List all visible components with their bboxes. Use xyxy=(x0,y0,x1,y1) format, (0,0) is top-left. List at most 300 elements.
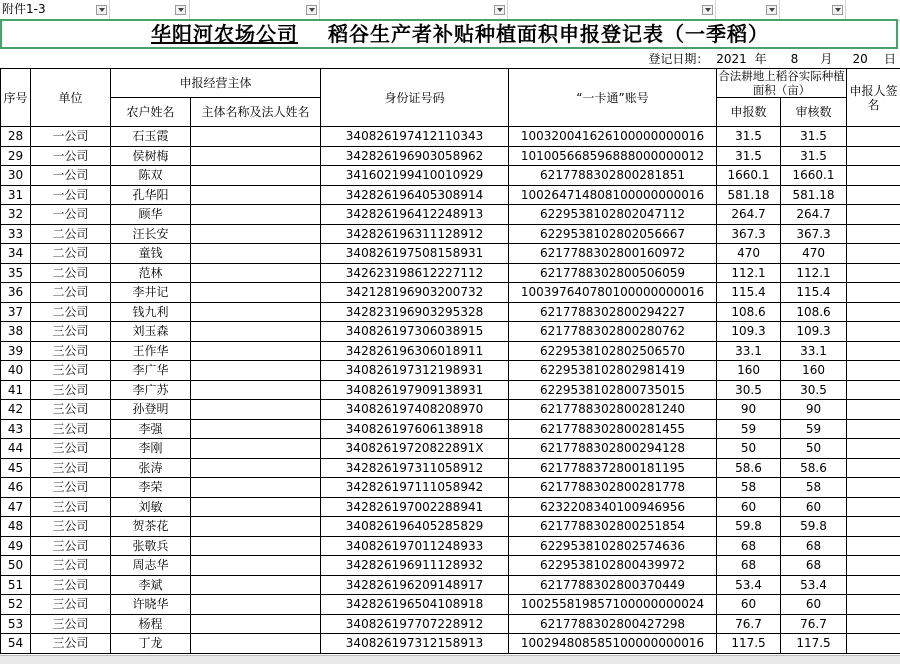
table-row xyxy=(1,283,900,303)
cell-id-number[interactable]: 342826197111058942 xyxy=(321,478,509,498)
cell-unit[interactable]: 三公司 xyxy=(31,536,111,556)
cell-entity[interactable] xyxy=(191,283,321,303)
cell-declared[interactable]: 76.7 xyxy=(717,614,781,634)
cell-card-account[interactable]: 6229538102802506570 xyxy=(509,341,717,361)
cell-card-account[interactable]: 6229538102802047112 xyxy=(509,205,717,225)
cell-seq[interactable]: 33 xyxy=(1,224,31,244)
cell-farmer-name[interactable]: 孙登明 xyxy=(111,400,191,420)
header-seq: 序号 xyxy=(1,69,31,127)
cell-farmer-name[interactable]: 侯树梅 xyxy=(111,146,191,166)
cell-verified[interactable]: 60 xyxy=(781,595,847,615)
cell-id-number[interactable]: 340826197412110343 xyxy=(321,127,509,147)
table-row xyxy=(1,341,900,361)
date-label: 登记日期： xyxy=(648,52,708,66)
cell-card-account[interactable]: 6217788302800370449 xyxy=(509,575,717,595)
cell-declared[interactable]: 470 xyxy=(717,244,781,264)
cell-signature[interactable] xyxy=(847,478,900,498)
filter-dropdown-icon[interactable] xyxy=(702,5,713,15)
cell-verified[interactable]: 31.5 xyxy=(781,127,847,147)
cell-unit[interactable]: 三公司 xyxy=(31,341,111,361)
cell-farmer-name[interactable]: 李荣 xyxy=(111,478,191,498)
cell-id-number[interactable]: 342826196311128912 xyxy=(321,224,509,244)
cell-id-number[interactable]: 340826196405285829 xyxy=(321,517,509,537)
table-row xyxy=(1,361,900,381)
cell-entity[interactable] xyxy=(191,595,321,615)
cell-signature[interactable] xyxy=(847,614,900,634)
table-row xyxy=(1,400,900,420)
cell-signature[interactable] xyxy=(847,341,900,361)
cell-unit[interactable]: 三公司 xyxy=(31,634,111,654)
table-row xyxy=(1,419,900,439)
cell-unit[interactable]: 一公司 xyxy=(31,205,111,225)
table-row xyxy=(1,536,900,556)
cell-id-number[interactable]: 342623198612227112 xyxy=(321,263,509,283)
cell-farmer-name[interactable]: 陈双 xyxy=(111,166,191,186)
cell-id-number[interactable]: 34082619720822891X xyxy=(321,439,509,459)
cell-id-number[interactable]: 340826197312198931 xyxy=(321,361,509,381)
cell-card-account[interactable]: 6229538102802574636 xyxy=(509,536,717,556)
cell-verified[interactable]: 60 xyxy=(781,497,847,517)
cell-card-account[interactable]: 6217788302800506059 xyxy=(509,263,717,283)
cell-entity[interactable] xyxy=(191,127,321,147)
cell-verified[interactable]: 50 xyxy=(781,439,847,459)
cell-farmer-name[interactable]: 周志华 xyxy=(111,556,191,576)
cell-card-account[interactable]: 100255819857100000000024 xyxy=(509,595,717,615)
date-day: 20 xyxy=(850,51,870,67)
table-row xyxy=(1,575,900,595)
cell-unit[interactable]: 二公司 xyxy=(31,283,111,303)
cell-entity[interactable] xyxy=(191,614,321,634)
cell-seq[interactable]: 50 xyxy=(1,556,31,576)
cell-unit[interactable]: 三公司 xyxy=(31,322,111,342)
cell-signature[interactable] xyxy=(847,556,900,576)
table-row xyxy=(1,166,900,186)
header-farmer-name: 农户姓名 xyxy=(111,98,191,127)
cell-farmer-name[interactable]: 刘敏 xyxy=(111,497,191,517)
cell-signature[interactable] xyxy=(847,380,900,400)
cell-signature[interactable] xyxy=(847,302,900,322)
cell-signature[interactable] xyxy=(847,283,900,303)
cell-seq[interactable]: 45 xyxy=(1,458,31,478)
cell-entity[interactable] xyxy=(191,361,321,381)
cell-verified[interactable]: 58 xyxy=(781,478,847,498)
cell-id-number[interactable]: 340826197408208970 xyxy=(321,400,509,420)
cell-verified[interactable]: 30.5 xyxy=(781,380,847,400)
cell-seq[interactable]: 35 xyxy=(1,263,31,283)
cell-entity[interactable] xyxy=(191,205,321,225)
cell-signature[interactable] xyxy=(847,263,900,283)
cell-declared[interactable]: 68 xyxy=(717,536,781,556)
table-row xyxy=(1,127,900,147)
cell-verified[interactable]: 53.4 xyxy=(781,575,847,595)
cell-card-account[interactable]: 100294808585100000000016 xyxy=(509,634,717,654)
cell-entity[interactable] xyxy=(191,380,321,400)
cell-entity[interactable] xyxy=(191,166,321,186)
cell-unit[interactable]: 二公司 xyxy=(31,263,111,283)
header-subject: 申报经营主体 xyxy=(111,69,321,98)
cell-verified[interactable]: 1660.1 xyxy=(781,166,847,186)
cell-signature[interactable] xyxy=(847,458,900,478)
cell-farmer-name[interactable]: 贺茶花 xyxy=(111,517,191,537)
cell-seq[interactable]: 29 xyxy=(1,146,31,166)
cell-declared[interactable]: 30.5 xyxy=(717,380,781,400)
cell-seq[interactable]: 30 xyxy=(1,166,31,186)
cell-entity[interactable] xyxy=(191,458,321,478)
cell-verified[interactable]: 112.1 xyxy=(781,263,847,283)
cell-farmer-name[interactable]: 许晓华 xyxy=(111,595,191,615)
cell-farmer-name[interactable]: 李井记 xyxy=(111,283,191,303)
cell-entity[interactable] xyxy=(191,341,321,361)
cell-declared[interactable]: 53.4 xyxy=(717,575,781,595)
table-row xyxy=(1,634,900,654)
header-entity-name: 主体名称及法人姓名 xyxy=(191,98,321,127)
cell-signature[interactable] xyxy=(847,419,900,439)
cell-unit[interactable]: 一公司 xyxy=(31,146,111,166)
cell-entity[interactable] xyxy=(191,224,321,244)
cell-seq[interactable]: 46 xyxy=(1,478,31,498)
cell-card-account[interactable]: 6217788302800294227 xyxy=(509,302,717,322)
cell-id-number[interactable]: 342826196405308914 xyxy=(321,185,509,205)
cell-card-account[interactable]: 6229538102802981419 xyxy=(509,361,717,381)
cell-signature[interactable] xyxy=(847,244,900,264)
cell-unit[interactable]: 三公司 xyxy=(31,556,111,576)
cell-declared[interactable]: 68 xyxy=(717,556,781,576)
date-month-unit: 月 xyxy=(820,52,832,66)
table-row xyxy=(1,478,900,498)
cell-farmer-name[interactable]: 丁龙 xyxy=(111,634,191,654)
cell-id-number[interactable]: 340826197707228912 xyxy=(321,614,509,634)
cell-entity[interactable] xyxy=(191,400,321,420)
cell-seq[interactable]: 48 xyxy=(1,517,31,537)
cell-card-account[interactable]: 6217788302800160972 xyxy=(509,244,717,264)
cell-unit[interactable]: 二公司 xyxy=(31,224,111,244)
cell-declared[interactable]: 581.18 xyxy=(717,185,781,205)
cell-entity[interactable] xyxy=(191,263,321,283)
cell-seq[interactable]: 47 xyxy=(1,497,31,517)
cell-id-number[interactable]: 342826196504108918 xyxy=(321,595,509,615)
cell-verified[interactable]: 31.5 xyxy=(781,146,847,166)
filter-cell-d xyxy=(320,0,508,19)
cell-declared[interactable]: 90 xyxy=(717,400,781,420)
cell-declared[interactable]: 58 xyxy=(717,478,781,498)
cell-id-number[interactable]: 342128196903200732 xyxy=(321,283,509,303)
filter-dropdown-icon[interactable] xyxy=(306,5,317,15)
cell-seq[interactable]: 37 xyxy=(1,302,31,322)
cell-entity[interactable] xyxy=(191,575,321,595)
cell-entity[interactable] xyxy=(191,322,321,342)
cell-seq[interactable]: 38 xyxy=(1,322,31,342)
cell-farmer-name[interactable]: 李广华 xyxy=(111,361,191,381)
cell-signature[interactable] xyxy=(847,439,900,459)
header-verified: 审核数 xyxy=(781,98,847,127)
cell-card-account[interactable]: 6217788372800181195 xyxy=(509,458,717,478)
cell-signature[interactable] xyxy=(847,361,900,381)
table-row xyxy=(1,517,900,537)
cell-seq[interactable]: 49 xyxy=(1,536,31,556)
cell-card-account[interactable]: 6217788302800281455 xyxy=(509,419,717,439)
cell-unit[interactable]: 三公司 xyxy=(31,614,111,634)
cell-seq[interactable]: 44 xyxy=(1,439,31,459)
cell-seq[interactable]: 42 xyxy=(1,400,31,420)
cell-farmer-name[interactable]: 李斌 xyxy=(111,575,191,595)
header-id-number: 身份证号码 xyxy=(321,69,509,127)
cell-verified[interactable]: 68 xyxy=(781,536,847,556)
table-row xyxy=(1,595,900,615)
cell-card-account[interactable]: 100264714808100000000016 xyxy=(509,185,717,205)
cell-farmer-name[interactable]: 石玉霞 xyxy=(111,127,191,147)
cell-id-number[interactable]: 342826196903058962 xyxy=(321,146,509,166)
registration-date xyxy=(644,51,896,67)
cell-card-account[interactable]: 6229538102800735015 xyxy=(509,380,717,400)
filter-dropdown-icon[interactable] xyxy=(494,5,505,15)
cell-card-account[interactable]: 100397640780100000000016 xyxy=(509,283,717,303)
date-day-unit: 日 xyxy=(884,52,896,66)
cell-unit[interactable]: 二公司 xyxy=(31,302,111,322)
filter-dropdown-icon[interactable] xyxy=(766,5,777,15)
cell-declared[interactable]: 33.1 xyxy=(717,341,781,361)
cell-card-account[interactable]: 6217788302800281778 xyxy=(509,478,717,498)
filter-cell-h xyxy=(846,0,900,19)
cell-entity[interactable] xyxy=(191,497,321,517)
cell-card-account[interactable]: 6217788302800251854 xyxy=(509,517,717,537)
cell-unit[interactable]: 三公司 xyxy=(31,478,111,498)
table-row xyxy=(1,185,900,205)
filter-cell-a xyxy=(0,0,110,19)
cell-card-account[interactable]: 6217788302800281240 xyxy=(509,400,717,420)
date-year-unit: 年 xyxy=(755,52,767,66)
filter-dropdown-icon[interactable] xyxy=(96,5,107,15)
cell-unit[interactable]: 一公司 xyxy=(31,127,111,147)
cell-id-number[interactable]: 340826197508158931 xyxy=(321,244,509,264)
filter-cell-c xyxy=(190,0,320,19)
page-title xyxy=(2,21,896,47)
cell-signature[interactable] xyxy=(847,634,900,654)
filter-cell-e xyxy=(508,0,716,19)
header-declared: 申报数 xyxy=(717,98,781,127)
cell-id-number[interactable]: 342826196911128932 xyxy=(321,556,509,576)
cell-verified[interactable]: 117.5 xyxy=(781,634,847,654)
cell-entity[interactable] xyxy=(191,517,321,537)
cell-verified[interactable]: 33.1 xyxy=(781,341,847,361)
cell-signature[interactable] xyxy=(847,185,900,205)
filter-row xyxy=(0,0,900,21)
cell-farmer-name[interactable]: 杨程 xyxy=(111,614,191,634)
cell-declared[interactable]: 109.3 xyxy=(717,322,781,342)
table-row xyxy=(1,497,900,517)
cell-verified[interactable]: 109.3 xyxy=(781,322,847,342)
cell-verified[interactable]: 76.7 xyxy=(781,614,847,634)
cell-declared[interactable]: 60 xyxy=(717,595,781,615)
cell-id-number[interactable]: 340826197011248933 xyxy=(321,536,509,556)
table-row xyxy=(1,439,900,459)
cell-entity[interactable] xyxy=(191,478,321,498)
table-row xyxy=(1,244,900,264)
cell-signature[interactable] xyxy=(847,575,900,595)
cell-declared[interactable]: 160 xyxy=(717,361,781,381)
table-row xyxy=(1,146,900,166)
cell-verified[interactable]: 68 xyxy=(781,556,847,576)
cell-declared[interactable]: 264.7 xyxy=(717,205,781,225)
cell-unit[interactable]: 三公司 xyxy=(31,380,111,400)
cell-id-number[interactable]: 340826197606138918 xyxy=(321,419,509,439)
cell-seq[interactable]: 53 xyxy=(1,614,31,634)
cell-verified[interactable]: 58.6 xyxy=(781,458,847,478)
cell-verified[interactable]: 59 xyxy=(781,419,847,439)
cell-entity[interactable] xyxy=(191,634,321,654)
cell-declared[interactable]: 59.8 xyxy=(717,517,781,537)
cell-entity[interactable] xyxy=(191,439,321,459)
cell-farmer-name[interactable]: 李强 xyxy=(111,419,191,439)
cell-verified[interactable]: 160 xyxy=(781,361,847,381)
cell-declared[interactable]: 112.1 xyxy=(717,263,781,283)
cell-farmer-name[interactable]: 汪长安 xyxy=(111,224,191,244)
cell-card-account[interactable]: 6217788302800294128 xyxy=(509,439,717,459)
cell-entity[interactable] xyxy=(191,556,321,576)
cell-id-number[interactable]: 342826197311058912 xyxy=(321,458,509,478)
cell-seq[interactable]: 41 xyxy=(1,380,31,400)
cell-id-number[interactable]: 342826196306018911 xyxy=(321,341,509,361)
cell-declared[interactable]: 117.5 xyxy=(717,634,781,654)
cell-farmer-name[interactable]: 孔华阳 xyxy=(111,185,191,205)
cell-farmer-name[interactable]: 童钱 xyxy=(111,244,191,264)
header-area: 合法耕地上稻谷实际种植面积（亩） xyxy=(717,69,847,98)
cell-signature[interactable] xyxy=(847,595,900,615)
cell-card-account[interactable]: 6217788302800281851 xyxy=(509,166,717,186)
cell-card-account[interactable]: 100320041626100000000016 xyxy=(509,127,717,147)
cell-id-number[interactable]: 342826196209148917 xyxy=(321,575,509,595)
cell-farmer-name[interactable]: 张敬兵 xyxy=(111,536,191,556)
table-row xyxy=(1,302,900,322)
cell-farmer-name[interactable]: 李广苏 xyxy=(111,380,191,400)
cell-id-number[interactable]: 342826197002288941 xyxy=(321,497,509,517)
cell-farmer-name[interactable]: 钱九利 xyxy=(111,302,191,322)
cell-signature[interactable] xyxy=(847,400,900,420)
cell-unit[interactable]: 三公司 xyxy=(31,517,111,537)
date-month: 8 xyxy=(784,51,804,67)
register-table xyxy=(0,68,900,654)
cell-signature[interactable] xyxy=(847,497,900,517)
cell-signature[interactable] xyxy=(847,166,900,186)
cell-unit[interactable]: 三公司 xyxy=(31,419,111,439)
cell-id-number[interactable]: 340826197909138931 xyxy=(321,380,509,400)
filter-dropdown-icon[interactable] xyxy=(175,5,186,15)
cell-unit[interactable]: 三公司 xyxy=(31,575,111,595)
cell-unit[interactable]: 三公司 xyxy=(31,439,111,459)
cell-signature[interactable] xyxy=(847,517,900,537)
cell-unit[interactable]: 三公司 xyxy=(31,400,111,420)
cell-verified[interactable]: 367.3 xyxy=(781,224,847,244)
cell-verified[interactable]: 470 xyxy=(781,244,847,264)
cell-verified[interactable]: 90 xyxy=(781,400,847,420)
cell-id-number[interactable]: 340826197312158913 xyxy=(321,634,509,654)
cell-farmer-name[interactable]: 王作华 xyxy=(111,341,191,361)
cell-entity[interactable] xyxy=(191,185,321,205)
cell-entity[interactable] xyxy=(191,419,321,439)
cell-declared[interactable]: 50 xyxy=(717,439,781,459)
cell-unit[interactable]: 二公司 xyxy=(31,244,111,264)
cell-seq[interactable]: 39 xyxy=(1,341,31,361)
cell-unit[interactable]: 三公司 xyxy=(31,497,111,517)
cell-signature[interactable] xyxy=(847,127,900,147)
company-name: 华阳河农场公司 xyxy=(151,22,298,46)
cell-declared[interactable]: 115.4 xyxy=(717,283,781,303)
cell-seq[interactable]: 43 xyxy=(1,419,31,439)
cell-seq[interactable]: 54 xyxy=(1,634,31,654)
cell-id-number[interactable]: 341602199410010929 xyxy=(321,166,509,186)
cell-farmer-name[interactable]: 刘玉森 xyxy=(111,322,191,342)
title-cell[interactable] xyxy=(0,19,898,49)
cell-card-account[interactable]: 6232208340100946956 xyxy=(509,497,717,517)
cell-seq[interactable]: 51 xyxy=(1,575,31,595)
cell-signature[interactable] xyxy=(847,146,900,166)
cell-id-number[interactable]: 342826196412248913 xyxy=(321,205,509,225)
cell-card-account[interactable]: 101005668596888000000012 xyxy=(509,146,717,166)
cell-unit[interactable]: 三公司 xyxy=(31,361,111,381)
cell-id-number[interactable]: 342823196903295328 xyxy=(321,302,509,322)
date-year: 2021 xyxy=(716,51,747,67)
cell-declared[interactable]: 108.6 xyxy=(717,302,781,322)
cell-seq[interactable]: 52 xyxy=(1,595,31,615)
cell-card-account[interactable]: 6229538102802056667 xyxy=(509,224,717,244)
cell-farmer-name[interactable]: 张涛 xyxy=(111,458,191,478)
cell-unit[interactable]: 一公司 xyxy=(31,166,111,186)
cell-id-number[interactable]: 340826197306038915 xyxy=(321,322,509,342)
cell-declared[interactable]: 60 xyxy=(717,497,781,517)
cell-declared[interactable]: 367.3 xyxy=(717,224,781,244)
cell-unit[interactable]: 三公司 xyxy=(31,595,111,615)
cell-verified[interactable]: 115.4 xyxy=(781,283,847,303)
cell-farmer-name[interactable]: 李刚 xyxy=(111,439,191,459)
cell-card-account[interactable]: 6217788302800427298 xyxy=(509,614,717,634)
header-signature: 申报人签名 xyxy=(847,69,900,127)
cell-seq[interactable]: 34 xyxy=(1,244,31,264)
table-row xyxy=(1,263,900,283)
table-row xyxy=(1,205,900,225)
cell-entity[interactable] xyxy=(191,146,321,166)
cell-seq[interactable]: 36 xyxy=(1,283,31,303)
cell-verified[interactable]: 108.6 xyxy=(781,302,847,322)
cell-card-account[interactable]: 6217788302800280762 xyxy=(509,322,717,342)
cell-signature[interactable] xyxy=(847,536,900,556)
cell-declared[interactable]: 31.5 xyxy=(717,146,781,166)
table-row xyxy=(1,614,900,634)
cell-entity[interactable] xyxy=(191,302,321,322)
cell-declared[interactable]: 58.6 xyxy=(717,458,781,478)
sheet-label: 附件1-3 xyxy=(2,2,46,16)
cell-signature[interactable] xyxy=(847,322,900,342)
cell-seq[interactable]: 40 xyxy=(1,361,31,381)
cell-declared[interactable]: 31.5 xyxy=(717,127,781,147)
cell-verified[interactable]: 59.8 xyxy=(781,517,847,537)
cell-signature[interactable] xyxy=(847,205,900,225)
cell-declared[interactable]: 1660.1 xyxy=(717,166,781,186)
cell-unit[interactable]: 一公司 xyxy=(31,185,111,205)
cell-signature[interactable] xyxy=(847,224,900,244)
cell-verified[interactable]: 581.18 xyxy=(781,185,847,205)
cell-seq[interactable]: 32 xyxy=(1,205,31,225)
cell-entity[interactable] xyxy=(191,244,321,264)
cell-verified[interactable]: 264.7 xyxy=(781,205,847,225)
cell-farmer-name[interactable]: 范林 xyxy=(111,263,191,283)
cell-card-account[interactable]: 6229538102800439972 xyxy=(509,556,717,576)
cell-farmer-name[interactable]: 顾华 xyxy=(111,205,191,225)
cell-seq[interactable]: 28 xyxy=(1,127,31,147)
cell-unit[interactable]: 三公司 xyxy=(31,458,111,478)
cell-declared[interactable]: 59 xyxy=(717,419,781,439)
cell-entity[interactable] xyxy=(191,536,321,556)
cell-seq[interactable]: 31 xyxy=(1,185,31,205)
filter-dropdown-icon[interactable] xyxy=(832,5,843,15)
